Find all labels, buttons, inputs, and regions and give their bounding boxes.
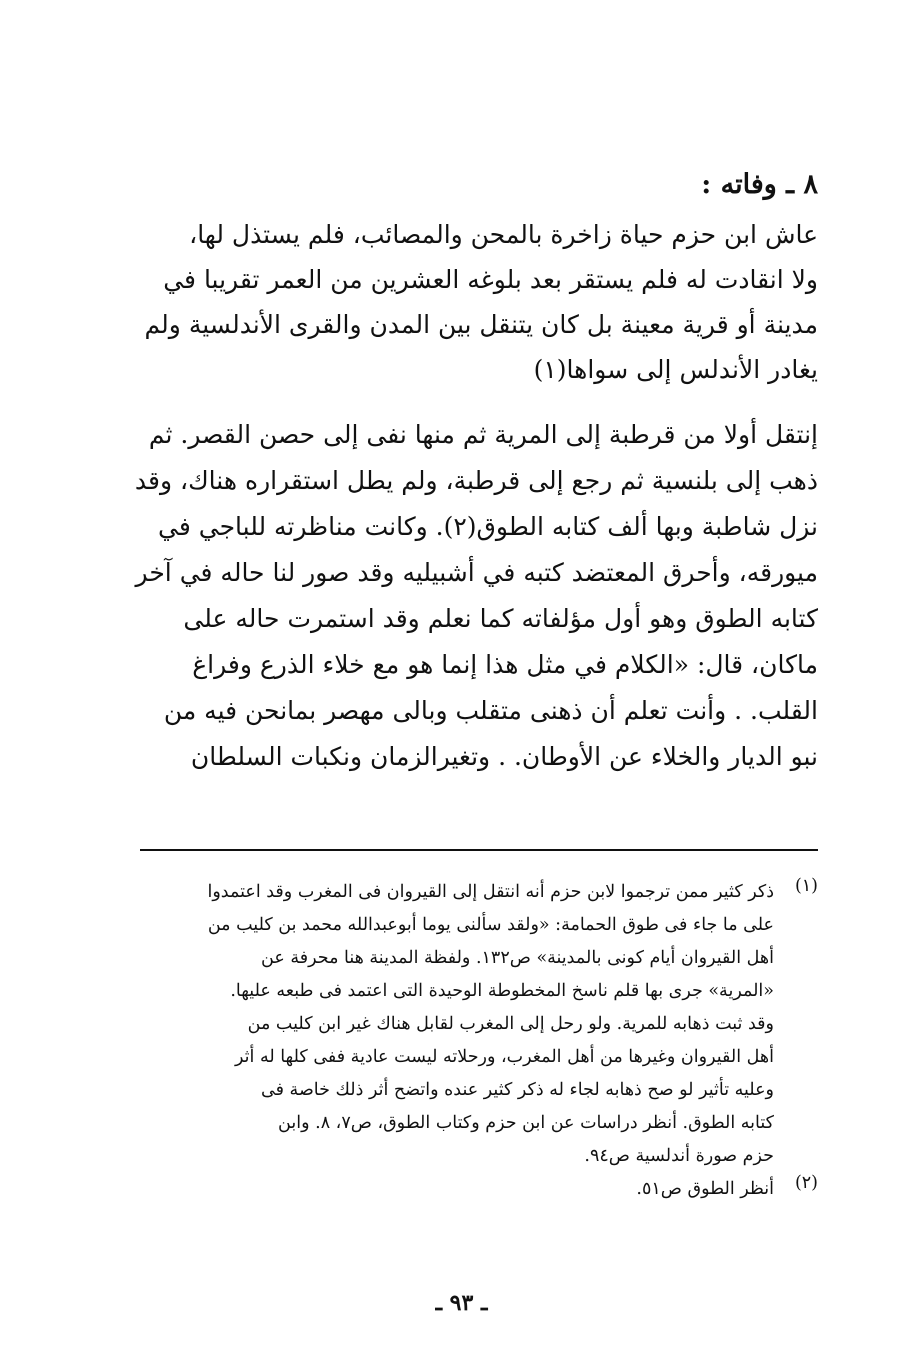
footnote-number: (١) (794, 876, 818, 896)
footnote-line: كتابه الطوق. أنظر دراسات عن ابن حزم وكتاب الطوق، ص٧، ٨. وابن (278, 1113, 774, 1133)
footnote-line: أنظر الطوق ص٥١. (636, 1179, 774, 1199)
paragraph-line: ماكان، قال: «الكلام في مثل هذا إنما هو مع خلاء الذرع وفراغ (192, 650, 818, 679)
paragraph-line: نزل شاطبة وبها ألف كتابه الطوق(٢). وكانت مناظرته للباجي في (158, 512, 818, 541)
section-heading: ٨ ـ وفاته : (701, 169, 818, 200)
paragraph-line: ذهب إلى بلنسية ثم رجع إلى قرطبة، ولم يطل استقراره هناك، وقد (134, 466, 818, 495)
paragraph-line: ميورقه، وأحرق المعتضد كتبه في أشبيليه وقد صور لنا حاله في آخر (135, 558, 818, 587)
footnote-line: على ما جاء فى طوق الحمامة: «ولقد سألنى يوما أبوعبدالله محمد بن كليب من (207, 915, 774, 935)
paragraph-line: ولا انقادت له فلم يستقر بعد بلوغه العشرين من العمر تقريبا في (163, 265, 818, 294)
footnote-line: أهل القيروان أيام كونى بالمدينة» ص١٣٢. ولفظة المدينة هنا محرفة عن (261, 948, 774, 968)
footnote-line: وعليه تأثير لو صح ذهابه لجاء له ذكر كثير عنده واتضح أثر ذلك خاصة فى (261, 1080, 774, 1100)
footnote-2 (98, 1173, 818, 1206)
footnote-separator (140, 849, 818, 851)
paragraph-line: إنتقل أولا من قرطبة إلى المرية ثم منها نفى إلى حصن القصر. ثم (148, 420, 818, 449)
footnote-line: ذكر كثير ممن ترجموا لابن حزم أنه انتقل إلى القيروان فى المغرب وقد اعتمدوا (207, 882, 774, 902)
paragraph-line: نبو الديار والخلاء عن الأوطان. . وتغيرالزمان ونكبات السلطان (190, 742, 818, 771)
paragraph-1 (123, 212, 818, 392)
paragraph-line: كتابه الطوق وهو أول مؤلفاته كما نعلم وقد استمرت حاله على (183, 604, 818, 633)
paragraph-line: القلب. . وأنت تعلم أن ذهنى متقلب وبالى مهصر بمانحن فيه من (163, 696, 818, 725)
paragraph-line: يغادر الأندلس إلى سواها(١) (533, 355, 818, 384)
paragraph-line: مدينة أو قرية معينة بل كان يتنقل بين المدن والقرى الأندلسية ولم (144, 310, 818, 339)
paragraph-line: عاش ابن حزم حياة زاخرة بالمحن والمصائب، فلم يستذل لها، (189, 220, 818, 249)
footnote-line: أهل القيروان وغيرها من أهل المغرب، ورحلاته ليست عادية ففى كلها له أثر (235, 1047, 774, 1067)
footnote-number: (٢) (794, 1173, 818, 1193)
footnote-1 (98, 876, 818, 1173)
paragraph-2 (123, 412, 818, 780)
footnote-line: حزم صورة أندلسية ص٩٤. (584, 1146, 774, 1166)
footnotes (98, 876, 818, 1206)
page-number: ـ ٩٣ ـ (435, 1290, 488, 1316)
footnote-line: وقد ثبت ذهابه للمرية. ولو رحل إلى المغرب لقابل هناك غير ابن كليب من (247, 1014, 774, 1034)
footnote-line: «المرية» جرى بها قلم ناسخ المخطوطة الوحيدة التى اعتمد فى طبعه عليها. (230, 981, 774, 1001)
